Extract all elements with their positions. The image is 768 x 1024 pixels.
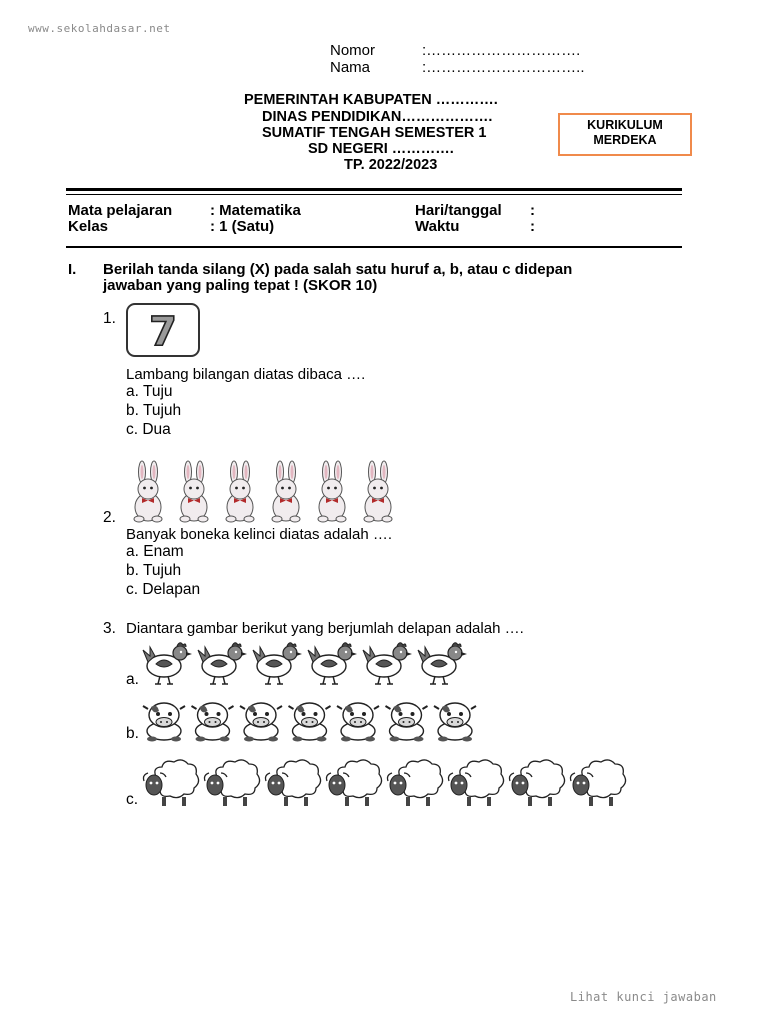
q2-option-a[interactable]: a. Enam <box>126 543 184 560</box>
cow-image <box>142 698 482 742</box>
header-line-5: TP. 2022/2023 <box>344 157 438 173</box>
q3-option-c-sheep[interactable] <box>142 756 632 808</box>
q2-question: Banyak boneka kelinci diatas adalah …. <box>126 526 393 543</box>
sheep-icon <box>266 760 321 806</box>
cow-icon <box>289 703 331 742</box>
chicken-icon <box>308 643 357 684</box>
cow-icon <box>386 703 428 742</box>
chicken-icon <box>363 643 412 684</box>
rabbit-doll-icon <box>134 461 162 522</box>
instruction-line-2: jawaban yang paling tepat ! (SKOR 10) <box>103 277 378 294</box>
q3-option-b-letter[interactable]: b. <box>126 725 139 742</box>
cow-icon <box>434 703 476 742</box>
header-divider-thin <box>66 194 682 195</box>
sheep-icon <box>205 760 260 806</box>
sheep-icon <box>144 760 199 806</box>
nomor-label: Nomor <box>330 42 376 59</box>
watermark-bottom: Lihat kunci jawaban <box>570 990 717 1004</box>
section-numeral: I. <box>68 261 77 278</box>
chicken-icon <box>418 643 467 684</box>
q1-option-c[interactable]: c. Dua <box>126 421 171 438</box>
nama-label: Nama <box>330 59 371 76</box>
subject-label: Mata pelajaran <box>68 202 173 219</box>
q1-number-card <box>126 303 200 357</box>
kurikulum-badge-line-1: KURIKULUM <box>587 118 663 132</box>
subject-value: : Matematika <box>210 202 301 219</box>
rabbit-doll-icon <box>272 461 300 522</box>
q2-number: 2. <box>103 509 116 526</box>
kurikulum-badge <box>558 113 692 156</box>
header-line-1: PEMERINTAH KABUPATEN …………. <box>244 92 498 108</box>
instruction-line-1: Berilah tanda silang (X) pada salah satu huruf a, b, atau c didepan <box>103 261 573 278</box>
q3-option-a-chickens[interactable] <box>142 638 482 686</box>
class-label: Kelas <box>68 218 109 235</box>
q3-option-c-letter[interactable]: c. <box>126 791 139 808</box>
q3-option-b-cows[interactable] <box>142 698 482 742</box>
q3-number: 3. <box>103 620 116 637</box>
q3-option-a-letter[interactable]: a. <box>126 671 139 688</box>
class-value: : 1 (Satu) <box>210 218 275 235</box>
q1-option-b[interactable]: b. Tujuh <box>126 402 182 419</box>
day-label: Hari/tanggal <box>415 202 502 219</box>
q1-option-a[interactable]: a. Tuju <box>126 383 173 400</box>
rabbit-doll-image <box>126 460 406 524</box>
nama-field[interactable]: :………………………….. <box>422 59 585 76</box>
q2-rabbit-row <box>126 460 406 524</box>
sheep-icon <box>388 760 443 806</box>
sheep-icon <box>510 760 565 806</box>
chicken-icon <box>143 643 192 684</box>
cow-icon <box>240 703 282 742</box>
q2-option-c[interactable]: c. Delapan <box>126 581 201 598</box>
rabbit-doll-icon <box>226 461 254 522</box>
q1-digit-seven: 7 <box>149 309 177 355</box>
q1-question: Lambang bilangan diatas dibaca …. <box>126 366 366 383</box>
sheep-image <box>142 756 632 808</box>
cow-icon <box>337 703 379 742</box>
header-line-4: SD NEGERI …………. <box>308 141 454 157</box>
nomor-field[interactable]: :…………………………. <box>422 42 581 59</box>
rabbit-doll-icon <box>364 461 392 522</box>
header-divider-thick <box>66 188 682 191</box>
sheep-icon <box>571 760 626 806</box>
watermark-top: www.sekolahdasar.net <box>28 22 171 35</box>
chicken-image <box>142 638 482 686</box>
chicken-icon <box>198 643 247 684</box>
rabbit-doll-icon <box>318 461 346 522</box>
q2-option-b[interactable]: b. Tujuh <box>126 562 182 579</box>
sheep-icon <box>327 760 382 806</box>
kurikulum-badge-line-2: MERDEKA <box>593 133 657 147</box>
info-divider <box>66 246 682 248</box>
cow-icon <box>143 703 185 742</box>
cow-icon <box>192 703 234 742</box>
header-line-3: SUMATIF TENGAH SEMESTER 1 <box>262 125 487 141</box>
time-label: Waktu <box>415 218 460 235</box>
q1-number: 1. <box>103 310 116 327</box>
chicken-icon <box>253 643 302 684</box>
day-field[interactable]: : <box>530 202 535 219</box>
rabbit-doll-icon <box>180 461 208 522</box>
q1-digit-image <box>128 305 198 355</box>
q3-question: Diantara gambar berikut yang berjumlah delapan adalah …. <box>126 620 524 637</box>
header-line-2: DINAS PENDIDIKAN………………. <box>262 109 493 125</box>
sheep-icon <box>449 760 504 806</box>
time-field[interactable]: : <box>530 218 535 235</box>
